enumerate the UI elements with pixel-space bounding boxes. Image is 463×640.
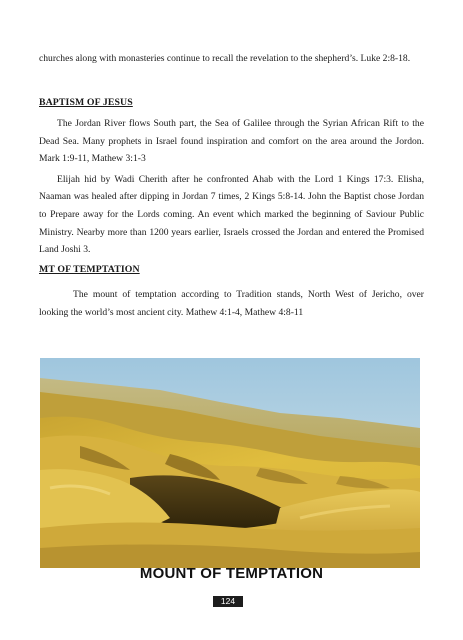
mount-of-temptation-photo [40,358,420,568]
baptism-paragraph-1: The Jordan River flows South part, the Sea of Galilee through the Syrian African Rift to the Dead Sea. Many prophets in Israel found inspiration and comfort on the area around the Jordon. Mark 1:9-11, Mathew 3:1-3 [39,118,424,165]
baptism-paragraph-2: Elijah hid by Wadi Cherith after he confronted Ahab with the Lord 1 Kings 17:3. Elisha, Naaman was healed after dipping in Jordan 7 times, 2 Kings 5:8-14. John the Baptist chose Jordan to Prepare away for the Lords coming. An event which marked the beginning of Saviour Public Ministry. Nearby more than 1200 years earlier, Israels crossed the Jordan and entered the Promised Land Joshi 3. [39,173,424,256]
temptation-paragraph-1: The mount of temptation according to Tradition stands, North West of Jericho, over looking the world’s most ancient city. Mathew 4:1-4, Mathew 4:8-11 [39,289,424,318]
page-number: 124 [213,596,243,607]
intro-text: churches along with monasteries continue to recall the revelation to the shepherd’s. Luke 2:8-18. [39,53,411,64]
heading-temptation: MT OF TEMPTATION [39,264,140,275]
intro-paragraph [39,50,424,68]
heading-baptism: BAPTISM OF JESUS [39,97,133,108]
temptation-section [39,286,424,321]
baptism-section [39,115,424,259]
photo-caption: MOUNT OF TEMPTATION [139,565,324,582]
